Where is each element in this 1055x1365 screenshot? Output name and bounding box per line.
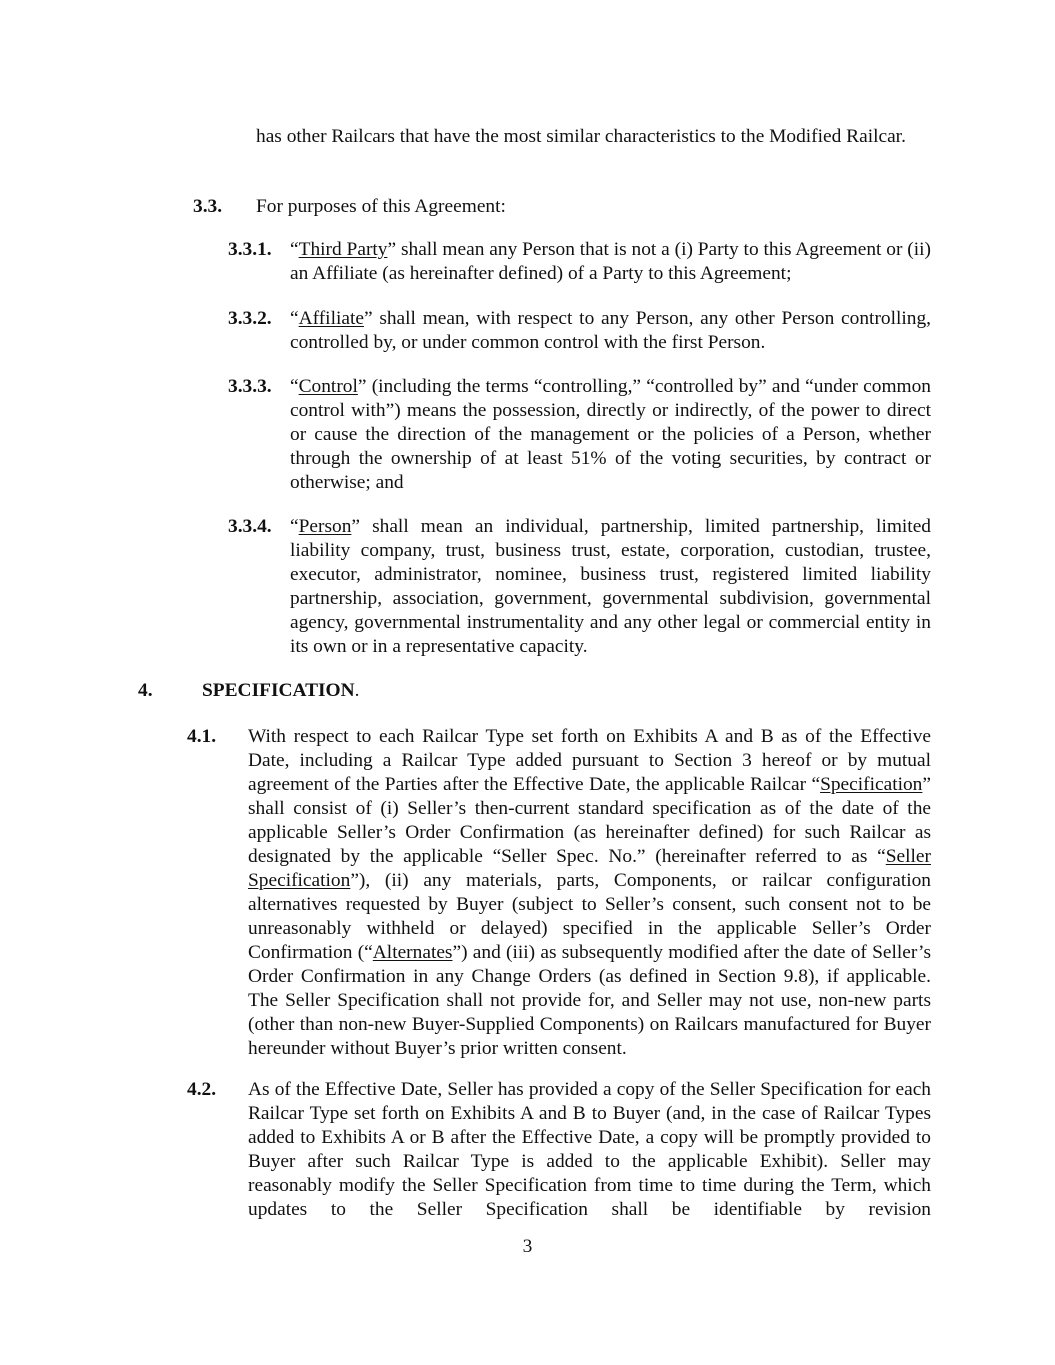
paragraph-text-1: With respect to each Railcar Type set forth on Exhibits A and B as of the Effective Date, including a Railcar Type added pursuant to Section 3 hereof or by mutual agreement of the Parties after the Effective Date, the applicable Railcar “ — [248, 726, 931, 795]
section-3-3-1-paragraph — [290, 238, 931, 286]
definition-text: ” shall mean any Person that is not a (i) Party to this Agreement or (ii) an Affiliate (as hereinafter defined) of a Party to this Agreement; — [290, 239, 931, 284]
section-4-2-paragraph: As of the Effective Date, Seller has provided a copy of the Seller Specification for each Railcar Type set forth on Exhibits A and B to Buyer (and, in the case of Railcar Types added to Exhibits A or B after the Effective Date, a copy will be promptly provided to Buyer after such Railcar Type is added to the applicable Exhibit). Seller may reasonably modify the Seller Specification from time to time during the Term, which updates to the Seller Specification shall be identifiable by revision — [248, 1079, 931, 1220]
quote-open: “ — [290, 376, 299, 397]
defined-term-third-party: Third Party — [298, 239, 388, 260]
section-4-period: . — [354, 680, 360, 701]
section-3-3-text: For purposes of this Agreement: — [256, 196, 506, 217]
section-4-2-number: 4.2. — [187, 1079, 217, 1100]
paragraph-text-4: ”) and (iii) as subsequently modified after the date of Seller’s Order Confirmation in any Change Orders (as defined in Section 9.8), if applicable. The Seller Specification shall not provide for, and Seller may not use, non-new parts (other than non-new Buyer-Supplied Components) on Railcars manufactured for Buyer hereunder without Buyer’s prior written consent. — [248, 942, 931, 1059]
section-3-3-4-paragraph — [290, 515, 931, 659]
section-4-title: SPECIFICATION — [202, 680, 355, 701]
defined-term-alternates: Alternates — [372, 942, 453, 963]
section-3-3-number: 3.3. — [193, 196, 223, 217]
definition-text: ” shall mean an individual, partnership, limited partnership, limited liability company, trust, business trust, estate, corporation, custodian, trustee, executor, administrator, nominee, business trust, registered limited liability partnership, association, government, governmental subdivision, governmental agency, governmental instrumentality and any other legal or commercial entity in its own or in a representative capacity. — [290, 516, 931, 657]
section-3-3-3-paragraph — [290, 375, 931, 495]
section-3-3-4-number: 3.3.4. — [228, 516, 272, 537]
section-4-1-paragraph — [248, 725, 931, 1061]
paragraph-text-3: ”), (ii) any materials, parts, Components, or railcar configuration alternatives requested by Buyer (subject to Seller’s consent, such consent not to be unreasonably withheld or delayed) specified in the applicable Seller’s Order Confirmation (“ — [248, 870, 931, 963]
quote-open: “ — [290, 308, 299, 329]
section-3-3-2-number: 3.3.2. — [228, 308, 272, 329]
section-3-3-2-paragraph — [290, 307, 931, 355]
section-4-1-number: 4.1. — [187, 726, 217, 747]
quote-open: “ — [290, 516, 299, 537]
section-3-3-1-number: 3.3.1. — [228, 239, 272, 260]
paragraph-text-2: ” shall consist of (i) Seller’s then-current standard specification as of the date of the applicable Seller’s Order Confirmation (as hereinafter defined) for such Railcar as designated by the applicable “Seller Spec. No.” (hereinafter referred to as “ — [248, 774, 931, 867]
defined-term-control: Control — [298, 376, 358, 397]
defined-term-specification: Specification — [820, 774, 923, 795]
defined-term-person: Person — [298, 516, 352, 537]
defined-term-affiliate: Affiliate — [298, 308, 364, 329]
definition-text: ” (including the terms “controlling,” “controlled by” and “under common control with”) means the possession, directly or indirectly, of the power to direct or cause the direction of the management or the policies of a Person, whether through the ownership of at least 51% of the voting securities, by contract or otherwise; and — [290, 376, 931, 493]
section-4-number: 4. — [138, 680, 153, 701]
section-3-3-3-number: 3.3.3. — [228, 376, 272, 397]
page-number: 3 — [522, 1236, 533, 1257]
continuation-paragraph: has other Railcars that have the most similar characteristics to the Modified Railcar. — [256, 126, 906, 147]
section-4-heading — [202, 679, 902, 703]
quote-open: “ — [290, 239, 299, 260]
defined-term-seller-specification: Seller Specification — [248, 846, 931, 891]
definition-text: ” shall mean, with respect to any Person, any other Person controlling, controlled by, or under common control with the first Person. — [290, 308, 931, 353]
